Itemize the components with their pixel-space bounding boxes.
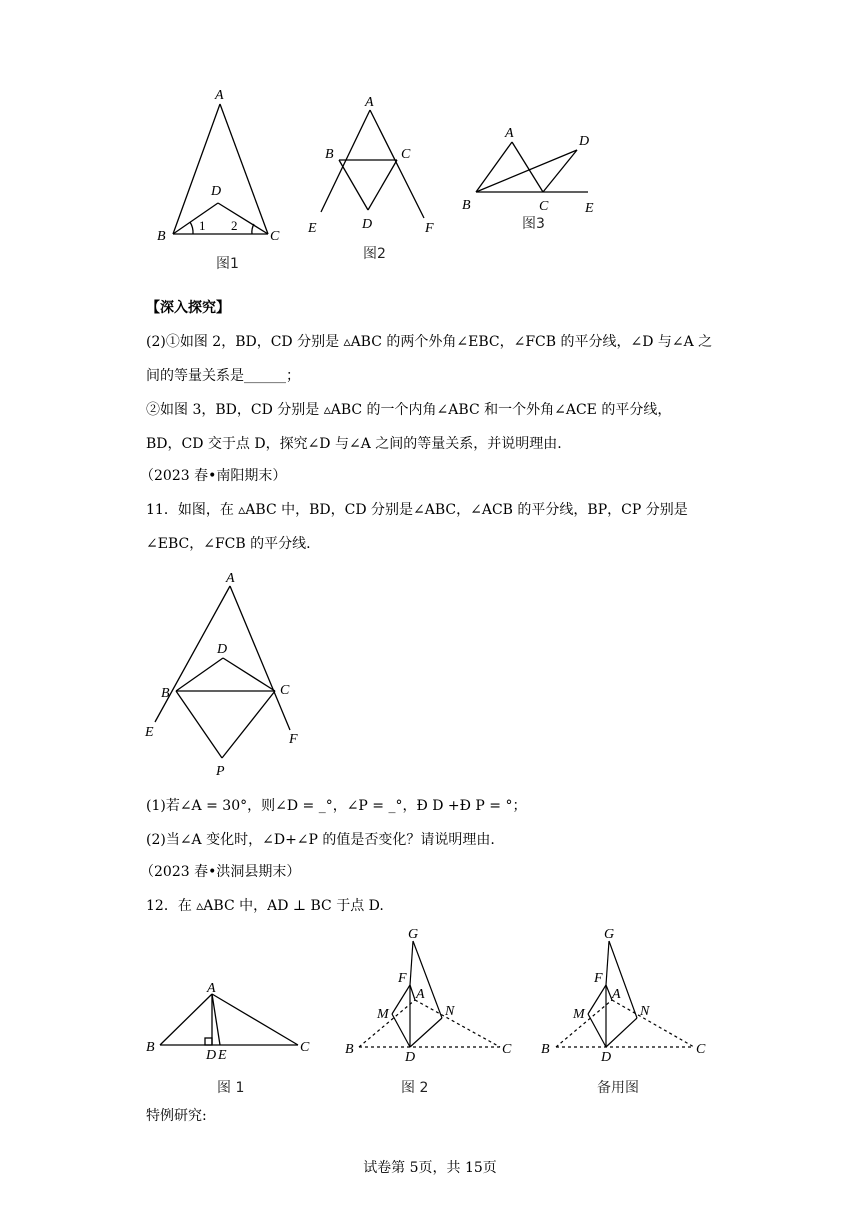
q2-line-4: BD，CD 交于点 D，探究∠D 与∠A 之间的等量关系，并说明理由. bbox=[146, 436, 562, 452]
fig11-label-b: B bbox=[161, 686, 170, 701]
q11-line-1: 11．如图，在 ▵ABC 中，BD，CD 分别是∠ABC，∠ACB 的平分线，BP，CP 分别是 bbox=[146, 502, 688, 518]
q11-part-1: (1)若∠A = 30°，则∠D = _°，∠P = _°，Ð D +Ð P = °； bbox=[146, 798, 527, 814]
q12f2-label-g: G bbox=[408, 927, 419, 942]
figure-q12-backup bbox=[535, 922, 715, 1100]
fig3-label-a: A bbox=[505, 126, 514, 141]
fig1-angle-1: 1 bbox=[199, 218, 206, 233]
q12f1-label-e: E bbox=[218, 1048, 227, 1063]
q12f1-label-d: D bbox=[206, 1048, 217, 1063]
q12-line-1: 12．在 ▵ABC 中，AD ⊥ BC 于点 D. bbox=[146, 898, 384, 914]
fig1-angle-2: 2 bbox=[231, 218, 238, 233]
q12f2-label-d: D bbox=[405, 1050, 416, 1065]
fig3-label-d: D bbox=[579, 134, 590, 149]
q12f3-label-c: C bbox=[696, 1042, 706, 1057]
q11-part-2: (2)当∠A 变化时，∠D+∠P 的值是否变化？请说明理由. bbox=[146, 832, 495, 848]
fig2-label-c: C bbox=[401, 147, 411, 162]
q12f2-label-a: A bbox=[416, 987, 425, 1002]
q12f2-label-f: F bbox=[398, 971, 407, 986]
fig11-label-p: P bbox=[216, 764, 225, 779]
q12f2-label-n: N bbox=[445, 1004, 455, 1019]
figure-2 bbox=[300, 86, 450, 266]
figure-q12-1 bbox=[140, 975, 320, 1100]
q12f3-label-g: G bbox=[604, 927, 615, 942]
fig1-label-a: A bbox=[215, 88, 224, 103]
fig2-label-f: F bbox=[425, 221, 434, 236]
fig3-caption: 图3 bbox=[522, 216, 545, 232]
fig2-label-e: E bbox=[308, 221, 317, 236]
q12f3-label-d: D bbox=[601, 1050, 612, 1065]
q12f1-label-a: A bbox=[207, 981, 216, 996]
q12f1-caption: 图 1 bbox=[217, 1080, 245, 1096]
q12f1-label-b: B bbox=[146, 1040, 155, 1055]
q12f3-label-b: B bbox=[541, 1042, 550, 1057]
q2-line-1: (2)①如图 2，BD，CD 分别是 ▵ABC 的两个外角∠EBC，∠FCB 的平分线，∠D 与∠A 之 bbox=[146, 334, 713, 350]
q2-line-2: 间的等量关系是______； bbox=[146, 368, 300, 384]
fig11-label-e: E bbox=[145, 725, 154, 740]
fig2-label-d: D bbox=[362, 217, 373, 232]
q12f2-label-b: B bbox=[345, 1042, 354, 1057]
fig3-label-e: E bbox=[585, 201, 594, 216]
q12f1-label-c: C bbox=[300, 1040, 310, 1055]
q12f3-label-a: A bbox=[612, 987, 621, 1002]
figure-q12-2 bbox=[340, 922, 520, 1100]
section-heading: 【深入探究】 bbox=[146, 300, 230, 316]
fig3-label-b: B bbox=[462, 198, 471, 213]
q12f3-caption: 备用图 bbox=[597, 1080, 639, 1096]
fig2-caption: 图2 bbox=[363, 246, 386, 262]
fig1-label-c: C bbox=[270, 229, 280, 244]
fig11-label-c: C bbox=[280, 683, 290, 698]
fig2-label-b: B bbox=[325, 147, 334, 162]
q12f2-caption: 图 2 bbox=[401, 1080, 429, 1096]
fig1-caption: 图1 bbox=[216, 256, 239, 272]
fig2-label-a: A bbox=[365, 95, 374, 110]
figure-1 bbox=[140, 80, 300, 280]
fig11-label-f: F bbox=[289, 732, 298, 747]
q2-line-3: ②如图 3，BD，CD 分别是 ▵ABC 的一个内角∠ABC 和一个外角∠ACE 的平分线， bbox=[146, 402, 672, 418]
q11-line-2: ∠EBC，∠FCB 的平分线. bbox=[146, 536, 311, 552]
fig11-label-a: A bbox=[226, 571, 235, 586]
q12f3-label-m: M bbox=[573, 1007, 585, 1022]
source-note-1: （2023 春•南阳期末） bbox=[140, 468, 287, 484]
figure-q11 bbox=[140, 566, 310, 781]
special-study-heading: 特例研究: bbox=[146, 1108, 207, 1124]
fig1-label-d: D bbox=[211, 184, 222, 199]
q12f2-label-c: C bbox=[502, 1042, 512, 1057]
q12f3-label-n: N bbox=[640, 1004, 650, 1019]
q12f2-label-m: M bbox=[377, 1007, 389, 1022]
page-footer: 试卷第 5页，共 15页 bbox=[363, 1160, 497, 1176]
figure-3 bbox=[455, 116, 605, 236]
source-note-2: （2023 春•洪洞县期末） bbox=[140, 864, 301, 880]
q12f3-label-f: F bbox=[594, 971, 603, 986]
fig1-label-b: B bbox=[157, 229, 166, 244]
fig3-label-c: C bbox=[539, 199, 549, 214]
fig11-label-d: D bbox=[217, 642, 228, 657]
